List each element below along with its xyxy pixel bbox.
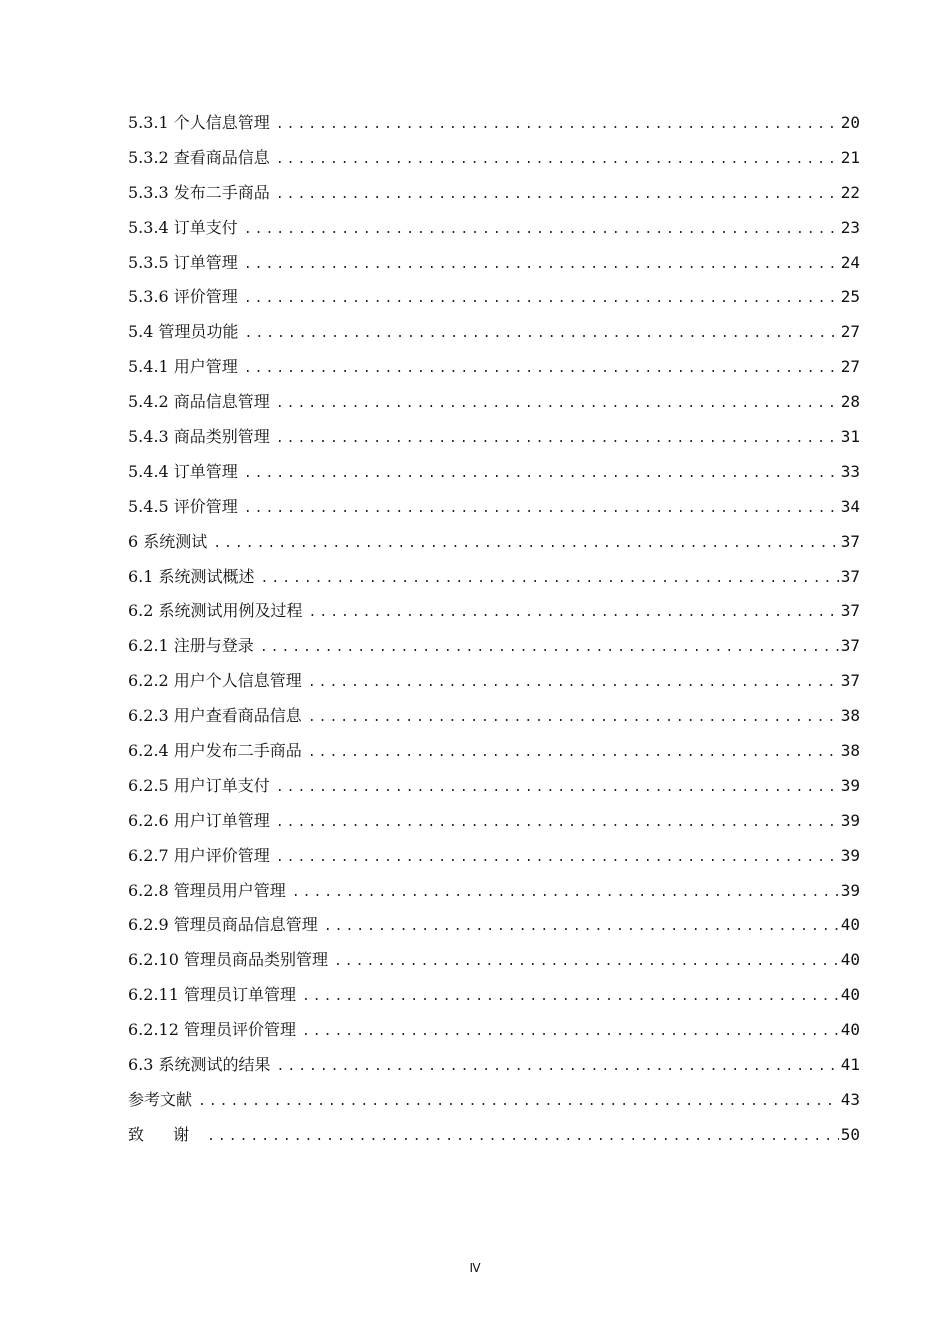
toc-entry-title: 6.2.8 管理员用户管理 [128,880,286,900]
toc-entry[interactable] [128,108,860,143]
toc-entry-page: 39 [840,845,860,865]
toc-leader-dots [277,1052,839,1082]
toc-leader-dots [308,668,839,698]
toc-leader-dots [276,843,839,873]
toc-entry-title: 5.3.3 发布二手商品 [128,182,270,202]
toc-entry-title: 5.3.6 评价管理 [128,287,238,307]
toc-entry-page: 40 [840,1020,860,1040]
toc-leader-dots [244,494,839,524]
toc-leader-dots [244,215,839,245]
toc-entry-page: 40 [840,915,860,935]
toc-entry-title: 5.3.5 订单管理 [128,252,238,272]
toc-entry-page: 31 [840,427,860,447]
toc-leader-dots [276,424,839,454]
toc-entry-title: 5.3.2 查看商品信息 [128,147,270,167]
toc-entry[interactable] [128,492,860,527]
toc-entry[interactable] [128,248,860,283]
toc-entry-title: 5.3.1 个人信息管理 [128,113,270,132]
toc-entry[interactable] [128,596,860,631]
toc-entry-page: 21 [840,147,860,167]
toc-entry[interactable] [128,562,860,597]
toc-entry[interactable] [128,945,860,980]
toc-entry-title: 6.2.11 管理员订单管理 [128,985,296,1005]
toc-entry-title: 6.2 系统测试用例及过程 [128,601,303,621]
toc-entry-page: 24 [840,252,860,272]
toc-leader-dots [334,947,839,977]
toc-entry-title: 6.2.3 用户查看商品信息 [128,706,302,726]
toc-entry-page: 50 [840,1124,860,1144]
toc-entry-page: 23 [840,217,860,237]
toc-entry-page: 38 [840,706,860,726]
toc-entry[interactable] [128,1120,860,1155]
toc-leader-dots [198,1087,839,1117]
toc-entry[interactable] [128,457,860,492]
toc-entry[interactable] [128,841,860,876]
toc-entry-title: 5.4.3 商品类别管理 [128,427,270,447]
toc-entry-page: 22 [840,182,860,202]
table-of-contents [128,108,860,1155]
toc-entry[interactable] [128,1085,860,1120]
toc-entry-page: 40 [840,985,860,1005]
toc-entry-title: 参考文献 [128,1089,193,1109]
toc-entry[interactable] [128,631,860,666]
toc-entry[interactable] [128,910,860,945]
toc-entry-title: 6 系统测试 [128,531,208,551]
toc-entry-title: 6.1 系统测试概述 [128,566,255,586]
toc-entry-title: 5.4.4 订单管理 [128,461,238,481]
toc-entry-title: 6.3 系统测试的结果 [128,1055,271,1075]
toc-leader-dots [302,982,839,1012]
toc-entry-title: 6.2.6 用户订单管理 [128,810,270,830]
toc-entry-title: 6.2.7 用户评价管理 [128,845,270,865]
toc-entry[interactable] [128,771,860,806]
toc-entry[interactable] [128,527,860,562]
toc-entry-page: 39 [840,810,860,830]
toc-entry-page: 33 [840,461,860,481]
toc-entry-page: 38 [840,741,860,761]
toc-entry[interactable] [128,1015,860,1050]
toc-entry-page: 25 [840,287,860,307]
toc-entry-title: 致 谢 [128,1124,202,1144]
toc-leader-dots [213,529,838,559]
toc-entry-page: 37 [840,531,860,551]
toc-entry[interactable] [128,980,860,1015]
toc-leader-dots [276,808,839,838]
toc-entry-page: 27 [840,322,860,342]
toc-entry[interactable] [128,317,860,352]
toc-entry-page: 27 [840,357,860,377]
toc-entry-page: 43 [840,1089,860,1109]
toc-entry-page: 37 [840,636,860,656]
toc-entry[interactable] [128,213,860,248]
toc-leader-dots [244,459,839,489]
toc-leader-dots [324,912,839,942]
toc-leader-dots [244,250,839,280]
toc-leader-dots [308,738,839,768]
toc-entry-title: 6.2.2 用户个人信息管理 [128,671,302,691]
toc-leader-dots [276,180,839,210]
toc-entry-title: 5.4.5 评价管理 [128,496,238,516]
toc-leader-dots [245,319,839,349]
toc-entry[interactable] [128,282,860,317]
toc-entry-page: 40 [840,950,860,970]
toc-leader-dots [292,878,839,908]
toc-entry-page: 37 [840,671,860,691]
toc-entry-title: 6.2.5 用户订单支付 [128,775,270,795]
toc-entry-page: 39 [840,775,860,795]
toc-entry[interactable] [128,736,860,771]
toc-entry-title: 6.2.9 管理员商品信息管理 [128,915,318,935]
toc-leader-dots [261,564,839,594]
toc-leader-dots [276,110,839,140]
toc-leader-dots [276,773,839,803]
toc-leader-dots [244,354,839,384]
toc-entry-title: 5.3.4 订单支付 [128,217,238,237]
toc-leader-dots [207,1122,839,1152]
toc-entry[interactable] [128,806,860,841]
toc-entry-title: 5.4.2 商品信息管理 [128,392,270,412]
toc-entry-title: 5.4.1 用户管理 [128,357,238,377]
toc-entry-title: 6.2.10 管理员商品类别管理 [128,950,328,970]
toc-entry[interactable] [128,422,860,457]
toc-leader-dots [244,284,839,314]
toc-entry-page: 41 [840,1055,860,1075]
toc-entry[interactable] [128,666,860,701]
page-number: Ⅳ [469,1261,481,1275]
toc-entry-page: 28 [840,392,860,412]
toc-leader-dots [308,703,839,733]
toc-leader-dots [302,1017,839,1047]
toc-entry[interactable] [128,876,860,911]
toc-entry[interactable] [128,1050,860,1085]
toc-leader-dots [309,598,839,628]
toc-entry-page: 20 [840,113,860,132]
toc-entry-page: 39 [840,880,860,900]
toc-entry[interactable] [128,352,860,387]
toc-entry[interactable] [128,387,860,422]
toc-leader-dots [276,389,839,419]
toc-entry-page: 37 [840,601,860,621]
toc-entry-page: 34 [840,496,860,516]
toc-leader-dots [276,145,839,175]
toc-entry-title: 6.2.12 管理员评价管理 [128,1020,296,1040]
toc-entry[interactable] [128,143,860,178]
toc-entry-title: 5.4 管理员功能 [128,322,239,342]
toc-entry-page: 37 [840,566,860,586]
toc-leader-dots [260,633,839,663]
toc-entry[interactable] [128,178,860,213]
toc-entry-title: 6.2.4 用户发布二手商品 [128,741,302,761]
toc-entry-title: 6.2.1 注册与登录 [128,636,254,656]
toc-entry[interactable] [128,701,860,736]
